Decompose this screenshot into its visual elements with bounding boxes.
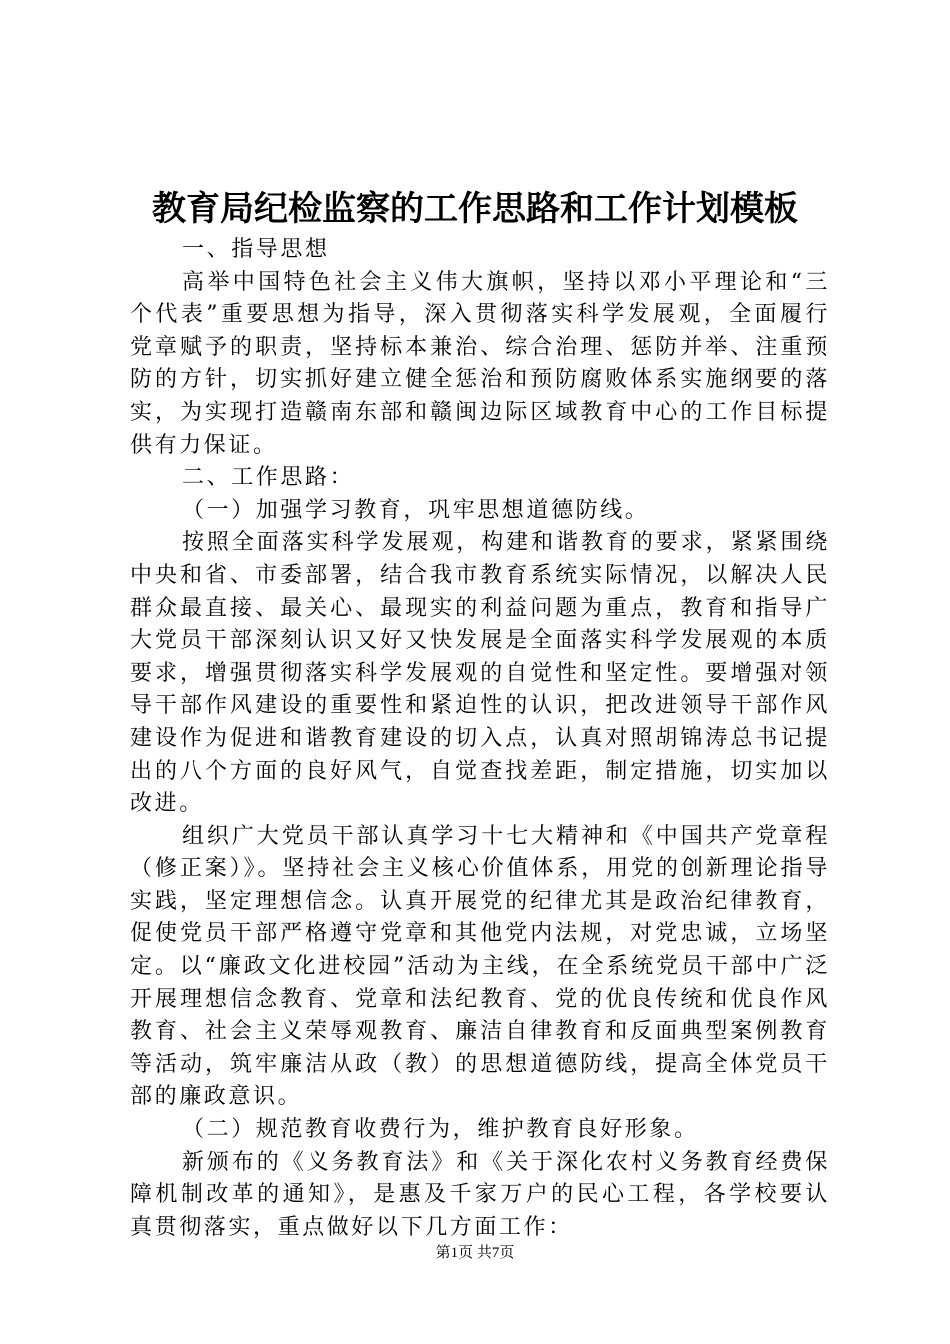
paragraph-study-education-2: 组织广大党员干部认真学习十七大精神和《中国共产党章程（修正案）》。坚持社会主义核心价值体系，用党的创新理论指导实践，坚定理想信念。认真开展党的纪律尤其是政治纪律教育，促使党员干部严格遵守党章和其他党内法规，对党忠诚，立场坚定。以“廉政文化进校园”活动为主线，在全系统党员干部中广泛开展理想信念教育、党章和法纪教育、党的优良传统和优良作风教育、社会主义荣辱观教育、廉洁自律教育和反面典型案例教育等活动，筑牢廉洁从政（教）的思想道德防线，提高全体党员干部的廉政意识。 xyxy=(130,823,830,1110)
subheading-study-education: （一）加强学习教育，巩牢思想道德防线。 xyxy=(182,497,650,523)
subheading-fee-regulation: （二）规范教育收费行为，维护教育良好形象。 xyxy=(182,1117,699,1143)
paragraph-guiding-thought: 高举中国特色社会主义伟大旗帜，坚持以邓小平理论和“三个代表”重要思想为指导，深入贯彻落实科学发展观，全面履行党章赋予的职责，坚持标本兼治、综合治理、惩防并举、注重预防的方针，切实抓好建立健全惩治和预防腐败体系实施纲要的落实，为实现打造赣南东部和赣闽边际区域教育中心的工作目标提供有力保证。 xyxy=(130,269,830,458)
document-title: 教育局纪检监察的工作思路和工作计划模板 xyxy=(152,189,798,229)
page-number-footer: 第1页 共7页 xyxy=(435,1245,515,1261)
document-body xyxy=(130,234,830,1244)
paragraph-fee-regulation: 新颁布的《义务教育法》和《关于深化农村义务教育经费保障机制改革的通知》，是惠及千家万户的民心工程，各学校要认真贯彻落实，重点做好以下几方面工作： xyxy=(130,1149,830,1240)
section-heading-work-ideas: 二、工作思路： xyxy=(182,465,355,491)
paragraph-study-education-1: 按照全面落实科学发展观，构建和谐教育的要求，紧紧围绕中央和省、市委部署，结合我市教育系统实际情况，以解决人民群众最直接、最关心、最现实的利益问题为重点，教育和指导广大党员干部深刻认识又好又快发展是全面落实科学发展观的本质要求，增强贯彻落实科学发展观的自觉性和坚定性。要增强对领导干部作风建设的重要性和紧迫性的认识，把改进领导干部作风建设作为促进和谐教育建设的切入点，认真对照胡锦涛总书记提出的八个方面的良好风气，自觉查找差距，制定措施，切实加以改进。 xyxy=(130,530,830,817)
section-heading-guiding-thought: 一、指导思想 xyxy=(182,237,330,262)
